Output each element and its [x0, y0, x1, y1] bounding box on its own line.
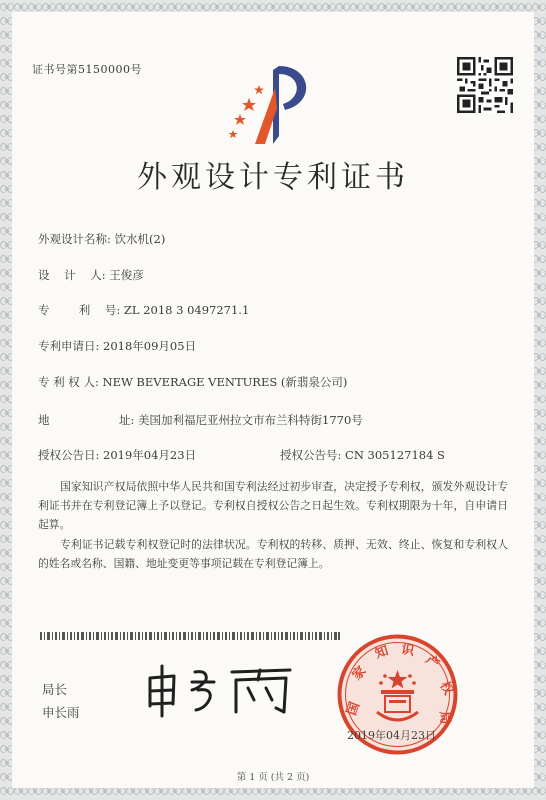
filing-date-label: 专利申请日:: [38, 339, 100, 353]
page-indicator: 第 1 页 (共 2 页): [236, 772, 310, 783]
designer-value: 王俊彦: [109, 268, 144, 282]
director-title: 局长: [42, 682, 68, 697]
grant-date-label: 授权公告日:: [38, 448, 100, 462]
patent-number-row: [38, 302, 249, 318]
svg-text:国: 国: [344, 700, 363, 718]
patentee-value: NEW BEVERAGE VENTURES (新翡泉公司): [102, 375, 348, 389]
cnipa-logo-icon: [225, 58, 323, 150]
design-name-row: [38, 231, 165, 247]
svg-text:局: 局: [436, 710, 453, 725]
address-value: 美国加利福尼亚州拉文市布兰科特街1770号: [138, 413, 363, 427]
svg-text:权: 权: [436, 679, 456, 698]
address-row: [38, 412, 363, 428]
patentee-label: 专 利 权 人:: [38, 375, 99, 389]
patent-number-value: ZL 2018 3 0497271.1: [123, 303, 250, 317]
grant-number-label: 授权公告号:: [280, 448, 342, 462]
design-name-value: 饮水机(2): [114, 232, 166, 246]
svg-text:识: 识: [399, 642, 416, 660]
svg-text:家: 家: [349, 663, 370, 684]
certificate-title: 外观设计专利证书: [137, 160, 409, 195]
svg-text:产: 产: [422, 652, 442, 673]
grant-statement-paragraph: 国家知识产权局依照中华人民共和国专利法经过初步审查，决定授予专利权，颁发外观设计专利证书并在专利登记簿上予以登记。专利权自授权公告之日起生效。专利权期限为十年，自申请日起算。: [38, 480, 508, 531]
certificate-number: 证书号第5150000号: [32, 63, 142, 76]
legal-status-paragraph: 专利证书记载专利权登记时的法律状况。专利权的转移、质押、无效、终止、恢复和专利权人的姓名或名称、国籍、地址变更等事项记载在专利登记簿上。: [38, 538, 508, 570]
grant-number-row: [280, 447, 445, 463]
address-label: 地 址:: [38, 413, 135, 427]
grant-date-row: [38, 447, 196, 463]
designer-label: 设 计 人:: [38, 268, 106, 282]
director-name: 申长雨: [42, 705, 80, 720]
design-name-label: 外观设计名称:: [38, 232, 111, 246]
seal-date: 2019年04月23日: [347, 729, 436, 742]
filing-date-row: [38, 338, 196, 354]
patentee-row: [38, 374, 347, 390]
grant-number-value: CN 305127184 S: [345, 448, 445, 462]
filing-date-value: 2018年09月05日: [103, 339, 197, 353]
patent-number-label: 专 利 号:: [38, 303, 121, 317]
grant-date-value: 2019年04月23日: [103, 448, 197, 462]
director-signature: [140, 660, 310, 720]
security-barcode-strip: [40, 632, 340, 640]
designer-row: [38, 267, 144, 283]
qr-code-icon: [457, 57, 513, 113]
svg-text:知: 知: [373, 643, 391, 662]
